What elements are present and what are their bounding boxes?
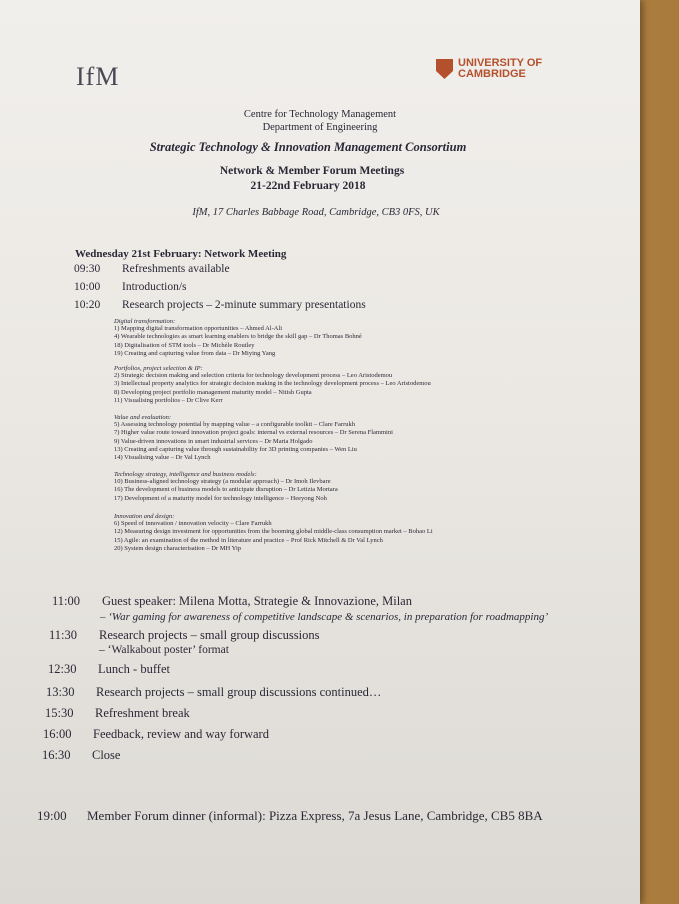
schedule-time: 12:30: [48, 662, 77, 676]
schedule-time: 10:00: [74, 281, 101, 293]
schedule-subtext: – ‘Walkabout poster’ format: [99, 644, 229, 656]
schedule-row: [74, 263, 366, 281]
schedule-time: 11:30: [49, 628, 78, 642]
project-item: 12) Measuring design investment for opportunities from the booming global middle-class consumption market – Bohao Li: [114, 528, 433, 536]
centre-name: Centre for Technology Management: [243, 109, 397, 120]
schedule-text: Guest speaker: Milena Motta, Strategie & Innovazione, Milan: [102, 594, 412, 608]
schedule-row: [74, 281, 366, 299]
project-item: 11) Visualising portfolios – Dr Clive Kerr: [114, 396, 223, 404]
group-category: Innovation and design:: [114, 513, 175, 520]
project-item: 4) Wearable technologies as smart learning enablers to bridge the skill gap – Dr Thomas Bohné: [114, 333, 362, 341]
project-item: 15) Agile: an examination of the method in literature and practice – Prof Rick Mitchell & Dr Val Lynch: [114, 536, 383, 544]
project-item: 14) Visualising value – Dr Val Lynch: [114, 454, 211, 462]
schedule-row: [45, 706, 190, 721]
project-item: 7) Higher value route toward innovation project goals: internal vs external resources – Dr Serena Flammini: [114, 429, 393, 437]
project-item: 10) Business-aligned technology strategy (a modular approach) – Dr Imoh Ilevbare: [114, 478, 331, 485]
schedule-subtext: – ‘War gaming for awareness of competitive landscape & scenarios, in preparation for roadmapping’: [100, 611, 549, 623]
project-item: 19) Creating and capturing value from data – Dr Miying Yang: [114, 349, 276, 357]
venue-address: IfM, 17 Charles Babbage Road, Cambridge, CB3 0FS, UK: [192, 207, 440, 218]
schedule-time: 16:30: [42, 748, 71, 762]
project-item: 8) Developing project portfolio management maturity model – Nitish Gupta: [114, 388, 312, 396]
schedule-time: 09:30: [74, 263, 101, 275]
meetings-title: Network & Member Forum Meetings: [219, 165, 405, 177]
project-item: 13) Creating and capturing value through sustainability for 3D printing companies – Wen Liu: [114, 445, 357, 453]
project-group: [114, 471, 433, 507]
schedule-text: Close: [92, 748, 121, 762]
schedule-text: Refreshments available: [122, 263, 230, 275]
cambridge-logo: [436, 58, 542, 80]
project-item: 2) Strategic decision making and selection criteria for technology development process – Leo Aristodemou: [114, 372, 393, 379]
department-name: Department of Engineering: [262, 122, 378, 133]
project-group: [114, 318, 433, 360]
schedule-row: [46, 685, 381, 700]
schedule-text: Lunch - buffet: [98, 662, 170, 676]
project-item: 5) Assessing technology potential by mapping value – a configurable toolkit – Clare Farrukh: [114, 421, 355, 428]
schedule-time: 13:30: [46, 685, 75, 699]
schedule-row: [52, 594, 412, 609]
schedule-text: Research projects – 2-minute summary presentations: [122, 299, 366, 311]
cambridge-logo-line-1: UNIVERSITY OF: [458, 57, 543, 69]
dinner-time: 19:00: [37, 808, 67, 823]
schedule-time: 15:30: [45, 706, 74, 720]
group-category: Digital transformation:: [114, 318, 176, 325]
project-item: 16) The development of business models to anticipate disruption – Dr Letizia Mortara: [114, 486, 338, 494]
schedule-text: Refreshment break: [95, 706, 190, 720]
schedule-row: [49, 628, 319, 643]
schedule-text: Feedback, review and way forward: [93, 727, 269, 741]
schedule-row: [42, 748, 120, 763]
project-item: 20) System design characterisation – Dr MH Yip: [114, 544, 242, 552]
project-group: [114, 513, 433, 557]
project-group: [114, 414, 433, 465]
meeting-dates: 21-22nd February 2018: [250, 180, 366, 192]
cambridge-shield-icon: [436, 59, 453, 79]
morning-schedule: [74, 263, 366, 317]
schedule-text: Research projects – small group discussions continued…: [96, 685, 382, 699]
group-category: Value and evaluation:: [114, 414, 172, 421]
project-item: 18) Digitalisation of STM tools – Dr Michèle Routley: [114, 341, 255, 349]
ifm-logo: IfM: [76, 62, 120, 91]
schedule-time: 11:00: [52, 594, 81, 608]
cambridge-logo-line-2: CAMBRIDGE: [458, 68, 526, 80]
day-heading: Wednesday 21st February: Network Meeting: [75, 248, 287, 260]
consortium-title: Strategic Technology & Innovation Management Consortium: [149, 140, 467, 154]
schedule-time: 16:00: [43, 727, 72, 741]
schedule-row: [48, 662, 170, 677]
group-category: Technology strategy, intelligence and business models:: [114, 471, 257, 478]
schedule-text: Research projects – small group discussions: [99, 628, 320, 642]
schedule-time: 10:20: [74, 299, 101, 311]
schedule-text: Introduction/s: [122, 281, 187, 293]
project-item: 3) Intellectual property analytics for strategic decision making in the technology development process – Leo Aristodemou: [114, 380, 431, 388]
dinner-row: [37, 808, 543, 824]
schedule-row: [43, 727, 269, 742]
project-item: 9) Value-driven innovations in smart industrial services – Dr Maria Holgado: [114, 437, 313, 445]
schedule-row: [74, 299, 366, 317]
project-item: 6) Speed of innovation / innovation velocity – Clare Farrukh: [114, 520, 272, 527]
project-item: 1) Mapping digital transformation opportunities – Ahmed Al-Ali: [114, 325, 283, 332]
dinner-text: Member Forum dinner (informal): Pizza Express, 7a Jesus Lane, Cambridge, CB5 8BA: [87, 808, 543, 823]
group-category: Portfolios, project selection & IP:: [114, 365, 203, 372]
project-item: 17) Development of a maturity model for technology intelligence – Heeyong Noh: [114, 494, 327, 502]
project-groups: [114, 318, 433, 557]
project-group: [114, 365, 433, 409]
